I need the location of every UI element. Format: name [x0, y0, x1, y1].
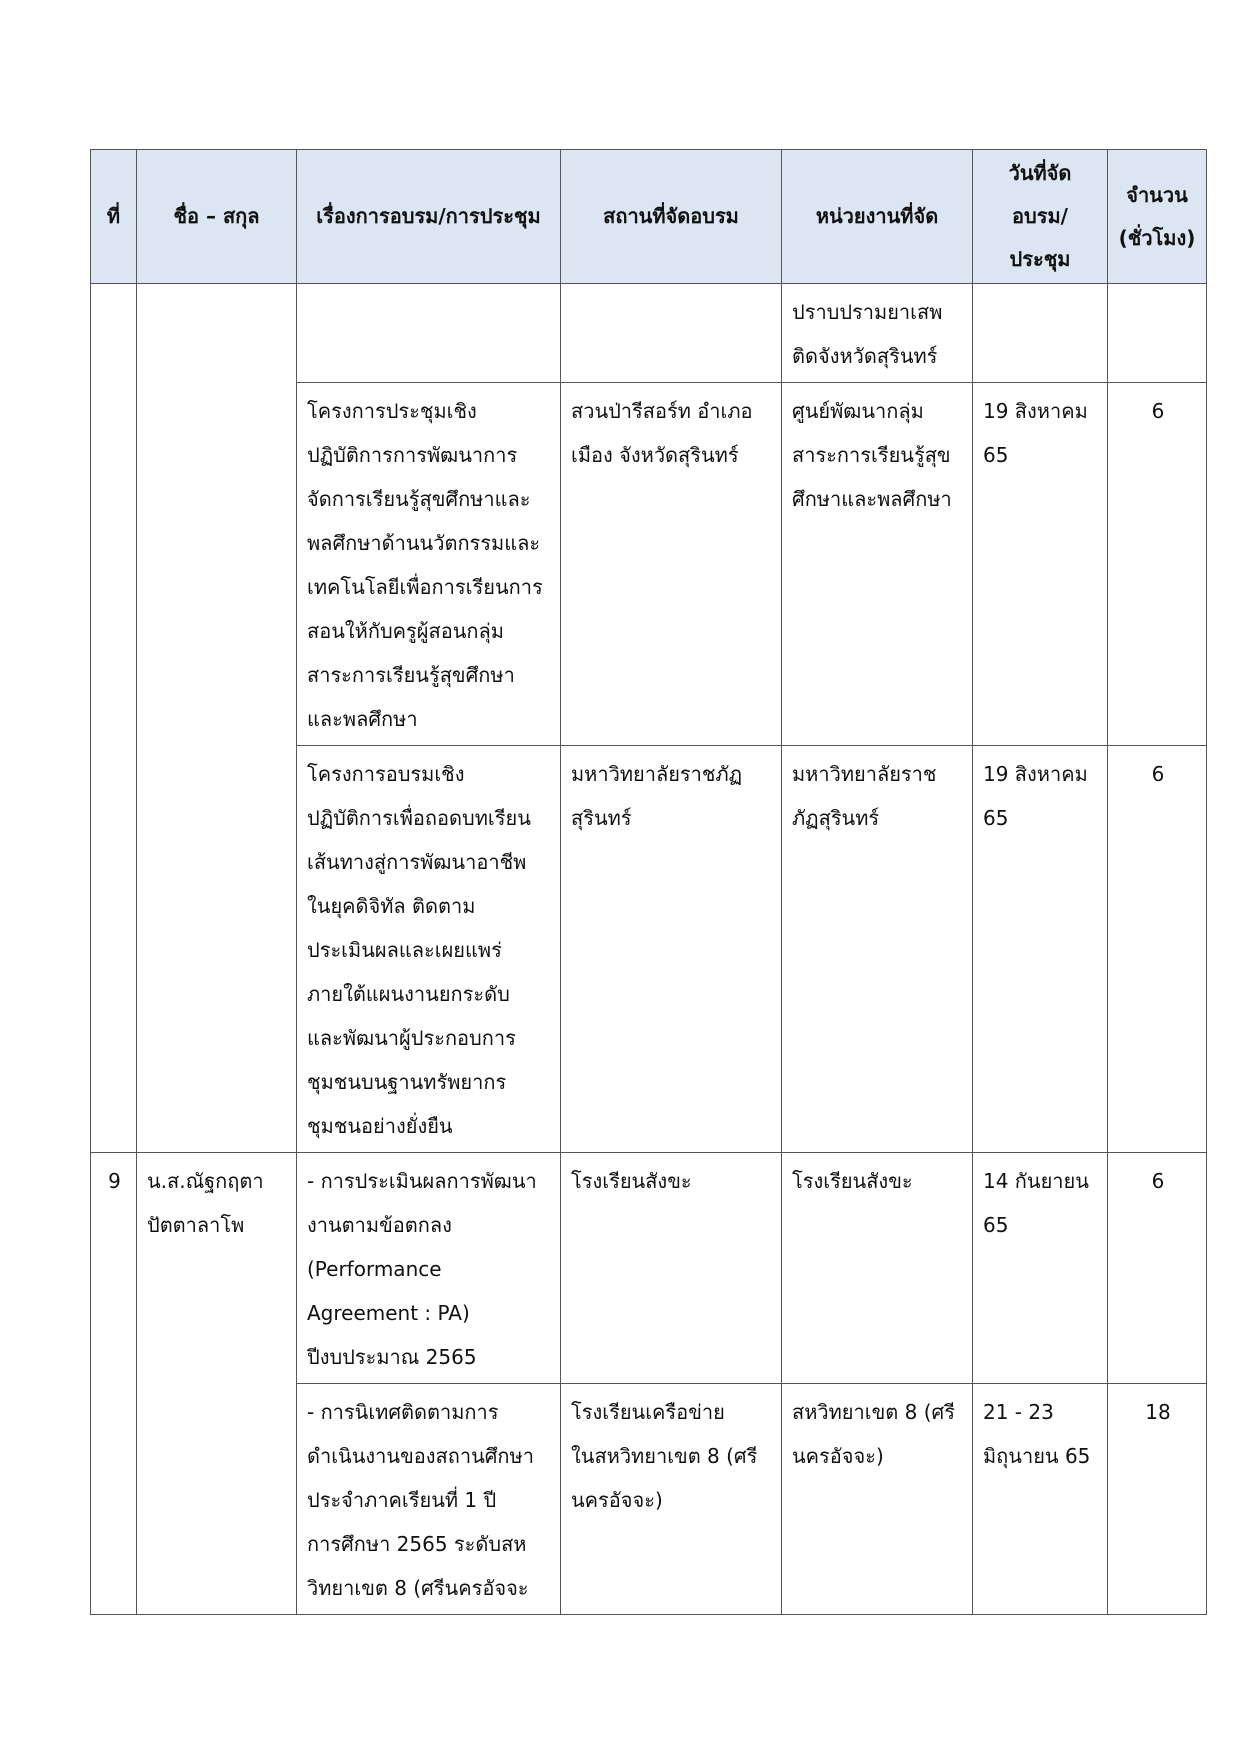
- cell-hours: [1108, 284, 1207, 383]
- cell-no: 9: [91, 1153, 137, 1615]
- cell-organizer: ศูนย์พัฒนากลุ่ม สาระการเรียนรู้สุข ศึกษาและพลศึกษา: [782, 383, 973, 746]
- cell-venue: [561, 284, 782, 383]
- cell-hours: 18: [1108, 1384, 1207, 1615]
- cell-date: 19 สิงหาคม 65: [973, 746, 1108, 1153]
- cell-organizer: โรงเรียนสังขะ: [782, 1153, 973, 1384]
- cell-name: [137, 284, 297, 1153]
- cell-topic: [297, 284, 561, 383]
- cell-topic: - การประเมินผลการพัฒนา งานตามข้อตกลง (Performance Agreement : PA) ปีงบประมาณ 2565: [297, 1153, 561, 1384]
- cell-topic: โครงการอบรมเชิง ปฏิบัติการเพื่อถอดบทเรียน เส้นทางสู่การพัฒนาอาชีพ ในยุคดิจิทัล ติดตาม ประเมินผลและเผยแพร่ ภายใต้แผนงานยกระดับ และพัฒนาผู้ประกอบการ ชุมชนบนฐานทรัพยากร ชุมชนอย่างยั่งยืน: [297, 746, 561, 1153]
- cell-no: [91, 284, 137, 1153]
- header-organizer: หน่วยงานที่จัด: [782, 150, 973, 284]
- header-topic: เรื่องการอบรม/การประชุม: [297, 150, 561, 284]
- cell-name: น.ส.ณัฐกฤตา ปัตตาลาโพ: [137, 1153, 297, 1615]
- cell-organizer: สหวิทยาเขต 8 (ศรี นครอัจจะ): [782, 1384, 973, 1615]
- cell-date: 19 สิงหาคม 65: [973, 383, 1108, 746]
- cell-venue: โรงเรียนสังขะ: [561, 1153, 782, 1384]
- cell-topic: - การนิเทศติดตามการ ดำเนินงานของสถานศึกษา ประจำภาคเรียนที่ 1 ปี การศึกษา 2565 ระดับสห วิทยาเขต 8 (ศรีนครอัจจะ: [297, 1384, 561, 1615]
- header-name: ชื่อ – สกุล: [137, 150, 297, 284]
- header-hours: จำนวน (ชั่วโมง): [1108, 150, 1207, 284]
- cell-date: 21 - 23 มิถุนายน 65: [973, 1384, 1108, 1615]
- header-date: วันที่จัด อบรม/ ประชุม: [973, 150, 1108, 284]
- table-row: [91, 284, 1207, 383]
- table-row: [91, 1153, 1207, 1384]
- cell-organizer: มหาวิทยาลัยราช ภัฏสุรินทร์: [782, 746, 973, 1153]
- cell-venue: โรงเรียนเครือข่าย ในสหวิทยาเขต 8 (ศรี นครอัจจะ): [561, 1384, 782, 1615]
- cell-venue: สวนป่ารีสอร์ท อำเภอ เมือง จังหวัดสุรินทร์: [561, 383, 782, 746]
- header-no: ที่: [91, 150, 137, 284]
- cell-hours: 6: [1108, 746, 1207, 1153]
- cell-hours: 6: [1108, 383, 1207, 746]
- cell-hours: 6: [1108, 1153, 1207, 1384]
- cell-date: 14 กันยายน 65: [973, 1153, 1108, 1384]
- cell-date: [973, 284, 1108, 383]
- cell-venue: มหาวิทยาลัยราชภัฏ สุรินทร์: [561, 746, 782, 1153]
- cell-topic: โครงการประชุมเชิง ปฏิบัติการการพัฒนาการ จัดการเรียนรู้สุขศึกษาและ พลศึกษาด้านนวัตกรรมและ เทคโนโลยีเพื่อการเรียนการ สอนให้กับครูผู้สอนกลุ่ม สาระการเรียนรู้สุขศึกษา และพลศึกษา: [297, 383, 561, 746]
- header-venue: สถานที่จัดอบรม: [561, 150, 782, 284]
- table-header-row: [91, 150, 1207, 284]
- training-table: [90, 149, 1207, 1615]
- cell-organizer: ปราบปรามยาเสพ ติดจังหวัดสุรินทร์: [782, 284, 973, 383]
